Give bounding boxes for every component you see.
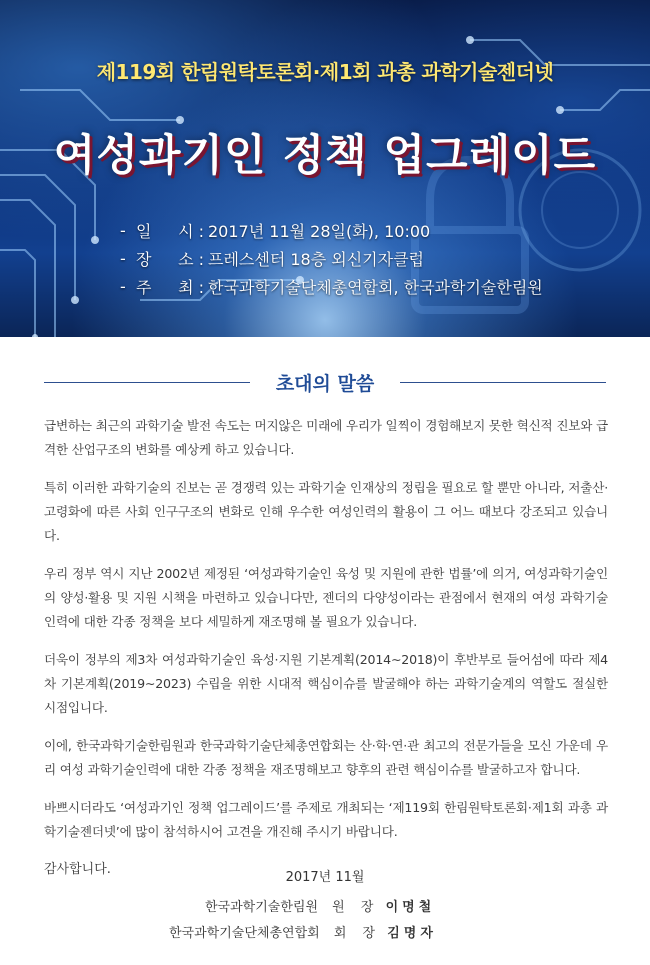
paragraph: 더욱이 정부의 제3차 여성과학기술인 육성·지원 기본계획(2014∼2018)이 후반부로 들어섬에 따라 제4차 기본계획(2019∼2023) 수립을 위한 시대적 핵심이슈를 발굴해야 하는 과학기술계의 역할도 절실한 시점입니다. <box>44 652 608 715</box>
info-value: 프레스센터 18층 외신기자클럽 <box>208 249 425 269</box>
info-row-datetime <box>120 216 590 244</box>
letter-date: 2017년 11월 <box>285 870 365 885</box>
bullet-dash: - <box>120 276 126 296</box>
paragraph: 특히 이러한 과학기술의 진보는 곧 경쟁력 있는 과학기술 인재상의 정립을 필요로 할 뿐만 아니라, 저출산·고령화에 따른 사회 인구구조의 변화로 인해 우수한 여성인력의 활용이 그 어느 때보다 강조되고 있습니다. <box>44 480 608 543</box>
paragraph: 이에, 한국과학기술한림원과 한국과학기술단체총연합회는 산·학·연·관 최고의 전문가들을 모신 가운데 우리 여성 과학기술인력에 대한 각종 정책을 재조명해보고 향후의 관련 핵심이슈를 발굴하고자 합니다. <box>44 738 608 777</box>
section-title: 초대의 말씀 <box>275 372 375 395</box>
info-label: 일 시 : <box>136 221 204 241</box>
divider-right <box>400 382 606 383</box>
divider-left <box>44 382 250 383</box>
signature-row <box>205 896 435 915</box>
signature-role: 원 장 <box>332 900 380 915</box>
info-row-place <box>120 244 590 272</box>
info-row-host <box>120 272 590 300</box>
event-name: 제119회 한림원탁토론회·제1회 과총 과학기술젠더넷 <box>96 60 554 84</box>
event-info <box>120 216 590 300</box>
info-value: 2017년 11월 28일(화), 10:00 <box>208 221 431 241</box>
signature-org: 한국과학기술한림원 <box>205 900 319 915</box>
signature-role: 회 장 <box>333 926 382 941</box>
bullet-dash: - <box>120 248 126 268</box>
invitation-body <box>44 414 608 877</box>
signature-row <box>169 922 437 941</box>
info-value: 한국과학기술단체총연합회, 한국과학기술한림원 <box>208 277 543 297</box>
signature-org: 한국과학기술단체총연합회 <box>169 926 320 941</box>
info-label: 주 최 : <box>136 277 204 297</box>
paragraph: 급변하는 최근의 과학기술 발전 속도는 머지않은 미래에 우리가 일찍이 경험해보지 못한 혁신적 진보와 급격한 산업구조의 변화를 예상케 하고 있습니다. <box>44 418 608 457</box>
closing-text: 감사합니다. <box>44 862 111 877</box>
info-label: 장 소 : <box>136 249 204 269</box>
signature-name: 김명자 <box>387 926 437 941</box>
paragraph: 우리 정부 역시 지난 2002년 제정된 ‘여성과학기술인 육성 및 지원에 관한 법률’에 의거, 여성과학기술인의 양성·활용 및 지원 시책을 마련하고 있습니다만, 젠더의 다양성이라는 관점에서 현재의 여성 과학기술인력에 대한 각종 정책을 보다 세밀하게 재조명해 볼 필요가 있습니다. <box>44 566 608 629</box>
signature-name: 이명철 <box>385 900 436 915</box>
section-heading <box>44 366 606 398</box>
header-banner <box>0 0 650 337</box>
paragraph: 바쁘시더라도 ‘여성과기인 정책 업그레이드’를 주제로 개최되는 ‘제119회 한림원탁토론회·제1회 과총 과학기술젠더넷’에 많이 참석하시어 고견을 개진해 주시기 바랍니다. <box>44 800 608 839</box>
main-title: 여성과기인 정책 업그레이드 <box>53 131 597 181</box>
bullet-dash: - <box>120 220 126 240</box>
